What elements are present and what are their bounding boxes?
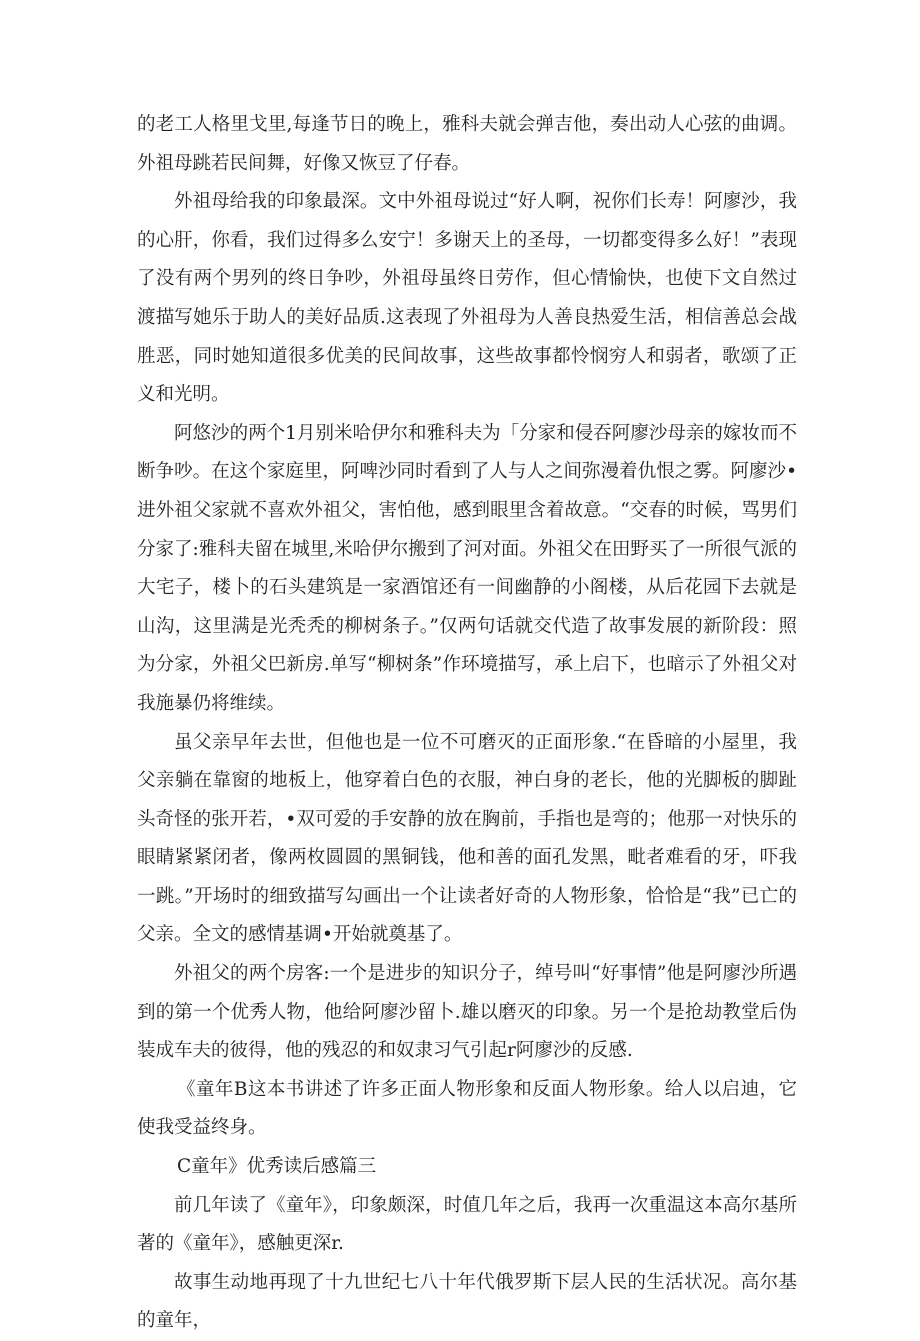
paragraph-continuation: 的老工人格里戈里,每逢节日的晚上，雅科夫就会弹吉他，奏出动人心弦的曲调。外祖母跳若民间舞，好像又恢豆了仔春。 (137, 114, 797, 174)
body-text (137, 106, 797, 1341)
paragraph-lodgers: 外祖父的两个房客:一个是进步的知识分子，绰号叫“好事情”他是阿廖沙所遇到的第一个优秀人物，他给阿廖沙留卜.雄以磨灭的印象。另一个是抢劫教堂后伪装成车夫的彼得，他的残忍的和奴隶习气引起r阿廖沙的反感. (137, 963, 797, 1062)
paragraph-uncles: 阿悠沙的两个1月别米哈伊尔和雅科夫为「分家和侵吞阿廖沙母亲的嫁妆而不断争吵。在这个家庭里，阿啤沙同时看到了人与人之间弥漫着仇恨之雾。阿廖沙•进外祖父家就不喜欢外祖父，害怕他，感到眼里含着故意。“交春的时候，骂男们分家了:雅科夫留在城里,米哈伊尔搬到了河对面。外祖父在田野买了一所很气派的大宅子，楼卜的石头建筑是一家酒馆还有一间幽静的小阁楼，从后花园下去就是山沟，这里满是光秃秃的柳树条子。”仅两句话就交代造了故事发展的新阶段：照为分家，外祖父巴新房.单写“柳树条”作环境描写，承上启下，也暗示了外祖父对我施暴仍将维续。 (137, 422, 797, 714)
paragraph-reread: 前几年读了《童年》，印象颇深，时值几年之后，我再一次重温这本高尔基所著的《童年》，感触更深r. (137, 1194, 797, 1255)
paragraph-grandmother: 外祖母给我的印象最深。文中外祖母说过“好人啊，祝你们长寿！阿廖沙，我的心肝，你看，我们过得多么安宁！多谢天上的圣母，一切都变得多么好！”表现了没有两个男列的终日争吵，外祖母虽终日劳作，但心情愉快，也使下文自然过渡描写她乐于助人的美好品质.这表现了外祖母为人善良热爱生活，相信善总会战胜恶，同时她知道很多优美的民间故事，这些故事都怜悯穷人和弱者，歌颂了正义和光明。 (137, 191, 797, 406)
paragraph-summary: 《童年B这本书讲述了许多正面人物形象和反面人物形象。给人以启迪，它使我受益终身。 (137, 1078, 797, 1139)
paragraph-story: 故事生动地再现了十九世纪七八十年代俄罗斯下层人民的生活状况。高尔基的童年， (137, 1271, 797, 1332)
section-heading: C童年》优秀读后感篇三 (177, 1156, 377, 1178)
paragraph-father: 虽父亲早年去世，但他也是一位不可磨灭的正面形象.“在昏暗的小屋里，我父亲躺在靠窗的地板上，他穿着白色的衣服，神白身的老长，他的光脚板的脚趾头奇怪的张开若，•双可爱的手安静的放在胸前，手指也是弯的；他那一对快乐的眼睛紧紧闭者，像两枚圆圆的黑铜钱，他和善的面孔发黑，毗者难看的牙，吓我一跳。”开场时的细致描写勾画出一个让读者好奇的人物形象，恰恰是“我”已亡的父亲。全文的感情基调•开始就奠基了。 (137, 731, 797, 946)
